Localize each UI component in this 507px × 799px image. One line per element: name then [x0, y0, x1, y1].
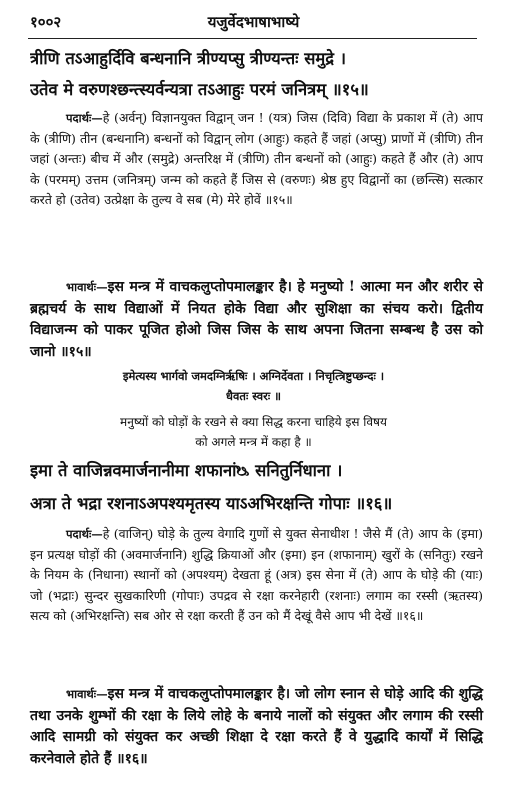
page-header [30, 12, 477, 34]
mantra-16-line-1: इमा ते वाजिन्नवमार्जनानीमा शफानांᳬ सनितुर्निधाना । [30, 461, 343, 480]
header-rule [28, 38, 477, 39]
mantra-16-rishi-line: इमेत्यस्य भार्गवो जमदग्निर्ऋषिः । अग्निर्देवता । निचृत्त्रिष्टुप्छन्दः । [122, 369, 385, 383]
padartha-16 [30, 524, 483, 627]
bhavartha-15-text: इस मन्त्र में वाचकलुप्तोपमालङ्कार है। हे मनुष्यो ! आत्मा मन और शरीर से ब्रह्मचर्य के साथ विद्याओं में नियत होके विद्या और सुशिक्षा का संचय करो। द्वितीय विद्याजन्म को पाकर पूजित होओ जिस जिस के साथ अपना जितना सम्बन्ध है उस को जानो ॥१५॥ [30, 279, 483, 360]
padartha-16-text: हे (वाजिन्) घोड़े के तुल्य वेगादि गुणों से युक्त सेनाधीश ! जैसे मैं (ते) आप के (इमा) इन प्रत्यक्ष घोड़ों की (अवमार्जनानि) शुद्धि क्रियाओं और (इमा) इन (शफानाम्) खुरों के (सनितुः) रखने के नियम के (निधाना) स्थानों को (अपश्यम्) देखता हूं (अत्र) इस सेना में (ते) आप के घोड़े की (याः) जो (भद्राः) सुन्दर सुखकारिणी (गोपाः) उपद्रव से रक्षा करनेहारी (रशनाः) लगाम का रस्सी (ऋतस्य) सत्य को (अभिरक्षन्ति) सब ओर से रक्षा करती हैं उन को मैं देखूं वैसे आप भी देखें ॥१६॥ [30, 526, 483, 624]
mantra-16-line-2: अत्रा ते भद्रा रशनाऽअपश्यमृतस्य याऽअभिरक्षन्ति गोपाः ॥१६॥ [30, 494, 393, 513]
mantra-16-svara-line: धैवतः स्वरः ॥ [225, 389, 282, 403]
running-title: यजुर्वेदभाषाभाष्ये [207, 13, 300, 31]
page-number: १००२ [30, 13, 62, 31]
bhavartha-16-text: इस मन्त्र में वाचकलुप्तोपमालङ्कार है। जो लोग स्नान से घोड़े आदि की शुद्धि तथा उनके शुम्भों की रक्षा के लिये लोहे के बनाये नालों को संयुक्त और लगाम की रस्सी आदि सामग्री को संयुक्त कर अच्छी शिक्षा दे रक्षा करते हैं वे युद्धादि कार्यों में सिद्धि करनेवाले होते हैं ॥१६॥ [30, 686, 483, 767]
bhavartha-label: भावार्थः— [66, 687, 108, 701]
bhavartha-label: भावार्थः— [66, 280, 108, 294]
padartha-label: पदार्थः— [66, 111, 103, 125]
mantra-15-line-2: उतेव मे वरुणश्छन्त्स्यर्वन्यत्रा तऽआहुः परमं जनित्रम् ॥१५॥ [30, 80, 369, 99]
padartha-15 [30, 108, 483, 211]
bhavartha-16 [30, 684, 483, 770]
mantra-16-intro-line-1: मनुष्यों को घोड़ों के रखने से क्या सिद्ध करना चाहिये इस विषय [120, 415, 387, 429]
bhavartha-15 [30, 277, 483, 363]
padartha-15-text: हे (अर्वन्) विज्ञानयुक्त विद्वान् जन ! (यत्र) जिस (दिवि) विद्या के प्रकाश में (ते) आप के (त्रीणि) तीन (बन्धनानि) बन्धनों को विद्वान् लोग (आहुः) कहते हैं जहां (अप्सु) प्राणों में (त्रीणि) तीन जहां (अन्तः) बीच में और (समुद्रे) अन्तरिक्ष में (त्रीणि) तीन बन्धनों को (आहुः) कहते हैं और (ते) आप के (परमम्) उत्तम (जनित्रम्) जन्म को कहते हैं जिस से (वरुणः) श्रेष्ठ हुए विद्वानों का (छन्त्सि) सत्कार करते हो (उतेव) उत्प्रेक्षा के तुल्य वे सब (मे) मेरे होवें ॥१५॥ [30, 110, 483, 208]
padartha-label: पदार्थः— [66, 527, 103, 541]
mantra-16-intro-line-2: को अगले मन्त्र में कहा है ॥ [195, 435, 312, 449]
mantra-15-line-1: त्रीणि तऽआहुर्दिवि बन्धनानि त्रीण्यप्सु त्रीण्यन्तः समुद्रे । [30, 49, 347, 68]
